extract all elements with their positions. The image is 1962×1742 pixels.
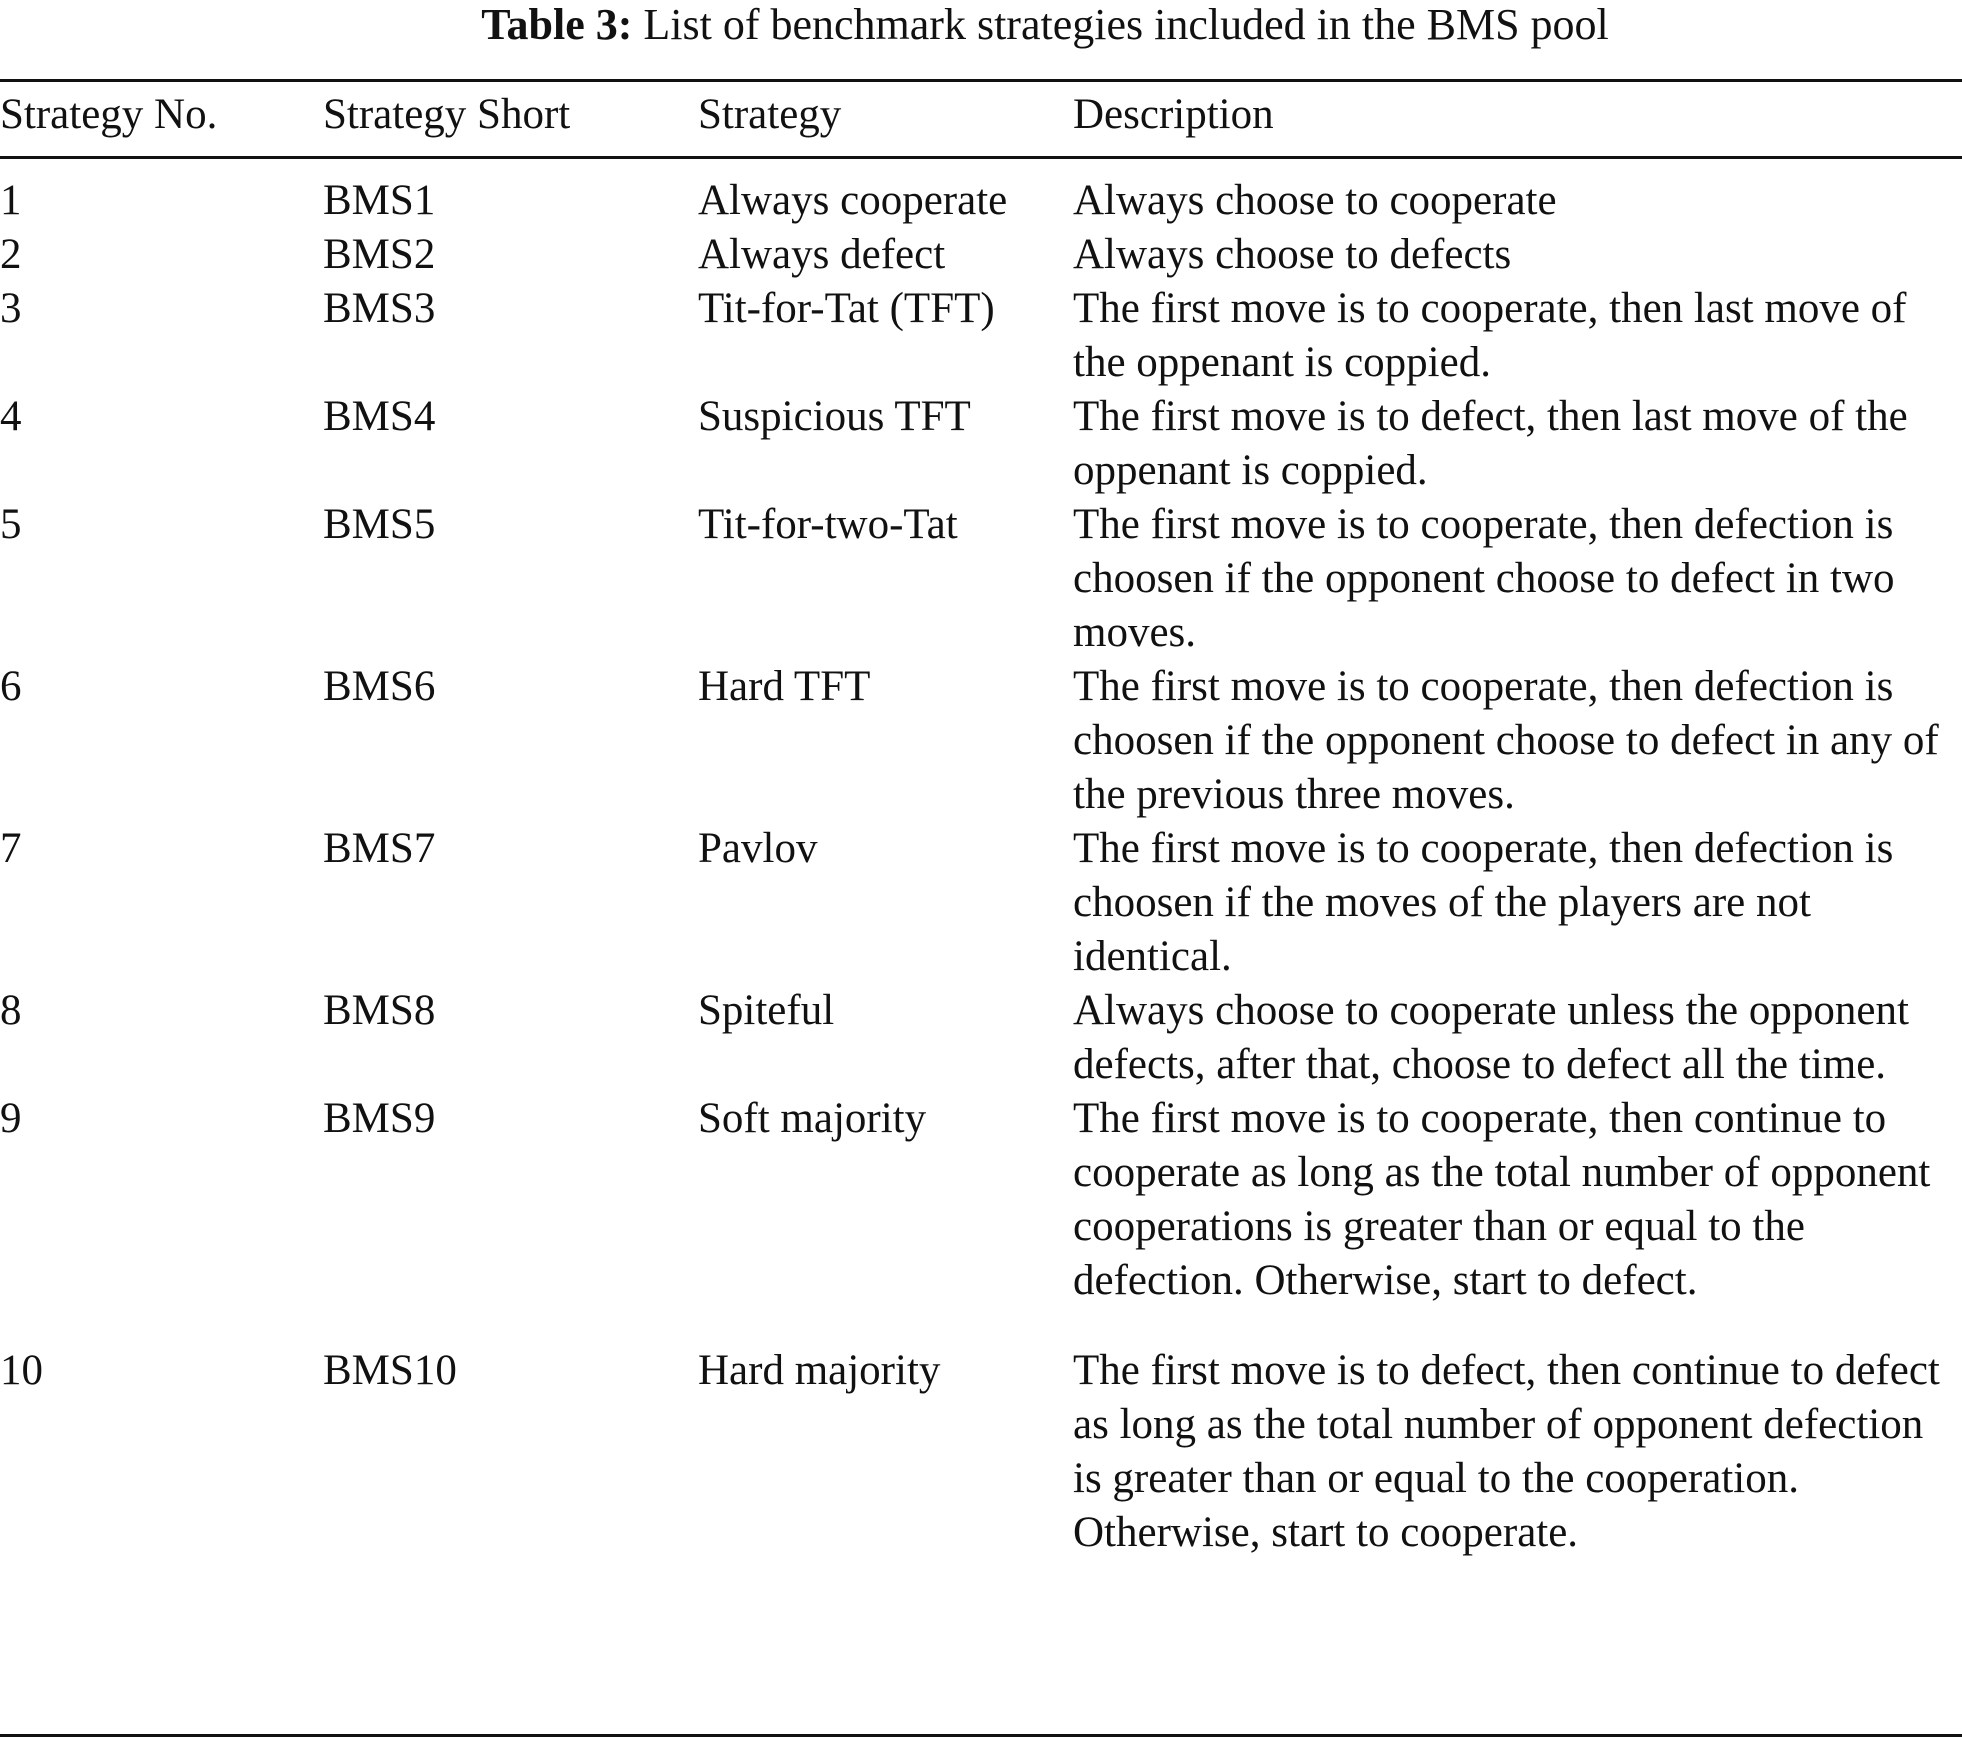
cell-short: BMS3 — [323, 285, 436, 332]
cell-no: 6 — [0, 663, 22, 710]
table-row — [0, 282, 1962, 390]
strategies-table — [0, 84, 1962, 1560]
cell-description: The first move is to cooperate, then defection is choosen if the opponent choose to defect in two moves. — [1073, 501, 1895, 656]
cell-no: 1 — [0, 177, 22, 224]
cell-strategy: Hard majority — [698, 1347, 941, 1394]
cell-description: The first move is to cooperate, then defection is choosen if the moves of the players are not identical. — [1073, 825, 1894, 980]
cell-short: BMS9 — [323, 1095, 436, 1142]
table-row — [0, 156, 1962, 228]
caption-label: Table 3: — [481, 0, 633, 49]
table-row — [0, 984, 1962, 1092]
cell-short: BMS5 — [323, 501, 436, 548]
header-description: Description — [1073, 91, 1274, 138]
cell-short: BMS2 — [323, 231, 436, 278]
table-row — [0, 498, 1962, 660]
top-rule — [0, 79, 1962, 82]
cell-short: BMS4 — [323, 393, 436, 440]
cell-strategy: Suspicious TFT — [698, 393, 971, 440]
cell-strategy: Always cooperate — [698, 177, 1008, 224]
cell-short: BMS7 — [323, 825, 436, 872]
cell-short: BMS6 — [323, 663, 436, 710]
cell-no: 10 — [0, 1347, 43, 1394]
cell-description: The first move is to defect, then last move of the oppenant is coppied. — [1073, 393, 1908, 494]
cell-short: BMS10 — [323, 1347, 457, 1394]
header-strategy: Strategy — [698, 91, 842, 138]
cell-strategy: Always defect — [698, 231, 946, 278]
cell-no: 4 — [0, 393, 22, 440]
cell-no: 3 — [0, 285, 22, 332]
cell-short: BMS1 — [323, 177, 436, 224]
cell-short: BMS8 — [323, 987, 436, 1034]
bottom-rule — [0, 1734, 1962, 1737]
cell-no: 5 — [0, 501, 22, 548]
table-row — [0, 1308, 1962, 1560]
cell-strategy: Tit-for-two-Tat — [698, 501, 958, 548]
cell-strategy: Spiteful — [698, 987, 835, 1034]
cell-no: 8 — [0, 987, 22, 1034]
cell-description: The first move is to cooperate, then last move of the oppenant is coppied. — [1073, 285, 1907, 386]
cell-strategy: Hard TFT — [698, 663, 871, 710]
cell-description: The first move is to cooperate, then continue to cooperate as long as the total number of opponent cooperations is greater than or equal to the defection. Otherwise, start to defect. — [1073, 1095, 1931, 1304]
cell-description: Always choose to cooperate — [1073, 177, 1557, 224]
cell-strategy: Soft majority — [698, 1095, 927, 1142]
table-caption — [0, 0, 1962, 50]
cell-no: 7 — [0, 825, 22, 872]
cell-no: 9 — [0, 1095, 22, 1142]
caption-text: List of benchmark strategies included in the BMS pool — [643, 0, 1609, 49]
header-row — [0, 84, 1962, 156]
header-strategy-no: Strategy No. — [0, 91, 218, 138]
cell-no: 2 — [0, 231, 22, 278]
cell-description: The first move is to cooperate, then defection is choosen if the opponent choose to defect in any of the previous three moves. — [1073, 663, 1939, 818]
table-row — [0, 660, 1962, 822]
cell-description: Always choose to cooperate unless the opponent defects, after that, choose to defect all the time. — [1073, 987, 1909, 1088]
cell-description: The first move is to defect, then continue to defect as long as the total number of opponent defection is greater than or equal to the cooperation. Otherwise, start to cooperate. — [1073, 1347, 1940, 1556]
table-row — [0, 390, 1962, 498]
table-row — [0, 1092, 1962, 1308]
table-row — [0, 228, 1962, 282]
cell-strategy: Tit-for-Tat (TFT) — [698, 285, 995, 332]
cell-description: Always choose to defects — [1073, 231, 1512, 278]
header-strategy-short: Strategy Short — [323, 91, 571, 138]
cell-strategy: Pavlov — [698, 825, 818, 872]
table-row — [0, 822, 1962, 984]
